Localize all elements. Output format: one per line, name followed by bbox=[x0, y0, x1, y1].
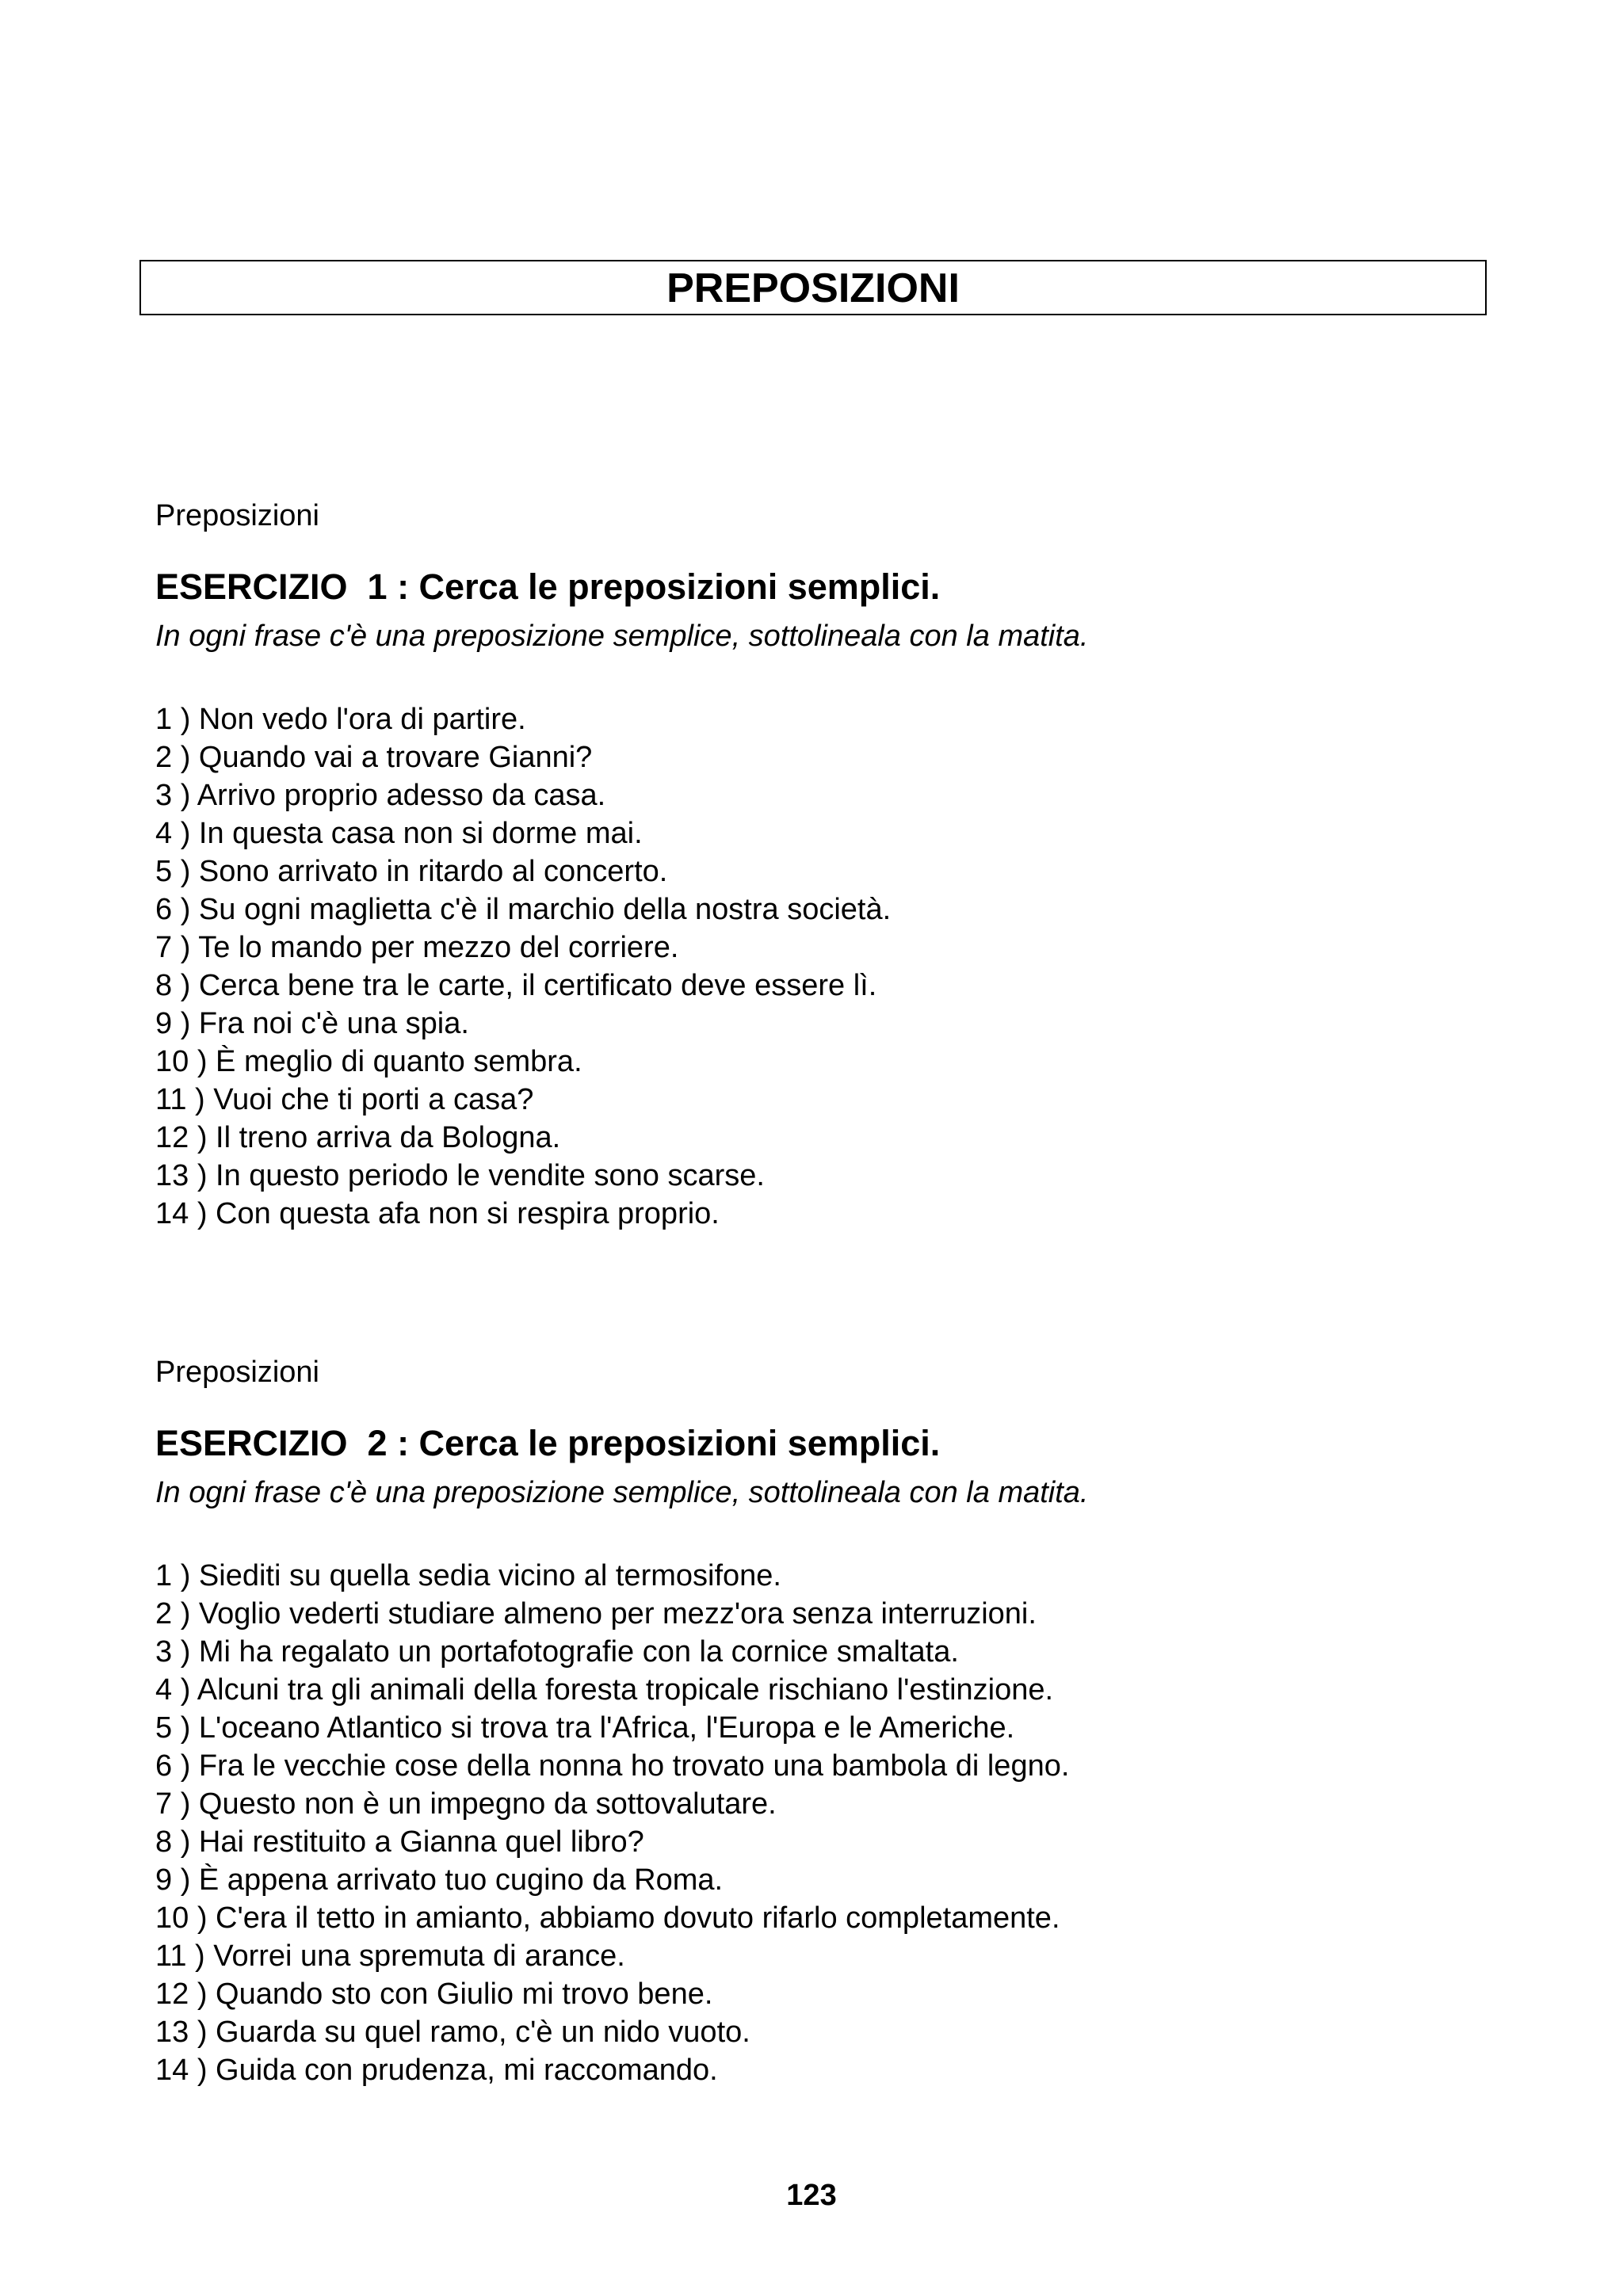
exercise-2-item: 10 ) C'era il tetto in amianto, abbiamo dovuto rifarlo completamente. bbox=[155, 1901, 1060, 1935]
exercise-1-item: 14 ) Con questa afa non si respira proprio. bbox=[155, 1197, 720, 1230]
exercise-2-item: 7 ) Questo non è un impegno da sottovalutare. bbox=[155, 1787, 777, 1821]
exercise-1-item: 3 ) Arrivo proprio adesso da casa. bbox=[155, 779, 606, 812]
exercise-1-heading: ESERCIZIO 1 : Cerca le preposizioni semplici. bbox=[155, 566, 941, 607]
exercise-1-item: 2 ) Quando vai a trovare Gianni? bbox=[155, 741, 593, 774]
exercise-2-section-label: Preposizioni bbox=[155, 1356, 319, 1389]
exercise-1-section-label: Preposizioni bbox=[155, 499, 319, 532]
exercise-2-item: 2 ) Voglio vederti studiare almeno per mezz'ora senza interruzioni. bbox=[155, 1597, 1037, 1630]
exercise-1-item: 7 ) Te lo mando per mezzo del corriere. bbox=[155, 931, 679, 964]
exercise-2-item: 9 ) È appena arrivato tuo cugino da Roma. bbox=[155, 1863, 724, 1897]
exercise-2-item: 5 ) L'oceano Atlantico si trova tra l'Africa, l'Europa e le Americhe. bbox=[155, 1711, 1015, 1745]
page-title: PREPOSIZIONI bbox=[666, 265, 960, 311]
exercise-2-heading: ESERCIZIO 2 : Cerca le preposizioni semplici. bbox=[155, 1423, 941, 1463]
exercise-1-item: 5 ) Sono arrivato in ritardo al concerto. bbox=[155, 855, 668, 888]
exercise-2-instruction: In ogni frase c'è una preposizione semplice, sottolineala con la matita. bbox=[155, 1476, 1089, 1509]
exercise-2-item: 3 ) Mi ha regalato un portafotografie con la cornice smaltata. bbox=[155, 1635, 959, 1669]
exercise-1-instruction: In ogni frase c'è una preposizione semplice, sottolineala con la matita. bbox=[155, 620, 1089, 653]
exercise-1-item: 11 ) Vuoi che ti porti a casa? bbox=[155, 1083, 534, 1116]
exercise-2-item: 14 ) Guida con prudenza, mi raccomando. bbox=[155, 2054, 718, 2087]
exercise-2-item: 8 ) Hai restituito a Gianna quel libro? bbox=[155, 1825, 644, 1859]
exercise-1-item: 6 ) Su ogni maglietta c'è il marchio della nostra società. bbox=[155, 893, 892, 926]
exercise-2-item: 6 ) Fra le vecchie cose della nonna ho trovato una bambola di legno. bbox=[155, 1749, 1070, 1783]
page-title-box bbox=[139, 260, 1487, 315]
exercise-1-item: 1 ) Non vedo l'ora di partire. bbox=[155, 703, 526, 736]
exercise-2-item: 13 ) Guarda su quel ramo, c'è un nido vuoto. bbox=[155, 2016, 750, 2049]
exercise-1-item: 13 ) In questo periodo le vendite sono scarse. bbox=[155, 1159, 765, 1192]
exercise-2-item: 4 ) Alcuni tra gli animali della foresta tropicale rischiano l'estinzione. bbox=[155, 1673, 1054, 1707]
exercise-1-section bbox=[155, 498, 1542, 1233]
exercise-2-item: 1 ) Siediti su quella sedia vicino al termosifone. bbox=[155, 1559, 781, 1592]
exercise-1-item: 8 ) Cerca bene tra le carte, il certificato deve essere lì. bbox=[155, 969, 877, 1002]
page-number: 123 bbox=[786, 2179, 837, 2212]
exercise-1-item-list bbox=[155, 700, 1542, 1233]
exercise-2-item: 11 ) Vorrei una spremuta di arance. bbox=[155, 1939, 625, 1973]
exercise-1-item: 12 ) Il treno arriva da Bologna. bbox=[155, 1121, 561, 1154]
exercise-2-section bbox=[155, 1354, 1542, 2089]
exercise-1-item: 4 ) In questa casa non si dorme mai. bbox=[155, 817, 643, 850]
exercise-2-item: 12 ) Quando sto con Giulio mi trovo bene. bbox=[155, 1978, 713, 2011]
exercise-1-item: 9 ) Fra noi c'è una spia. bbox=[155, 1007, 469, 1040]
exercise-1-item: 10 ) È meglio di quanto sembra. bbox=[155, 1045, 582, 1078]
exercise-2-item-list bbox=[155, 1557, 1542, 2089]
